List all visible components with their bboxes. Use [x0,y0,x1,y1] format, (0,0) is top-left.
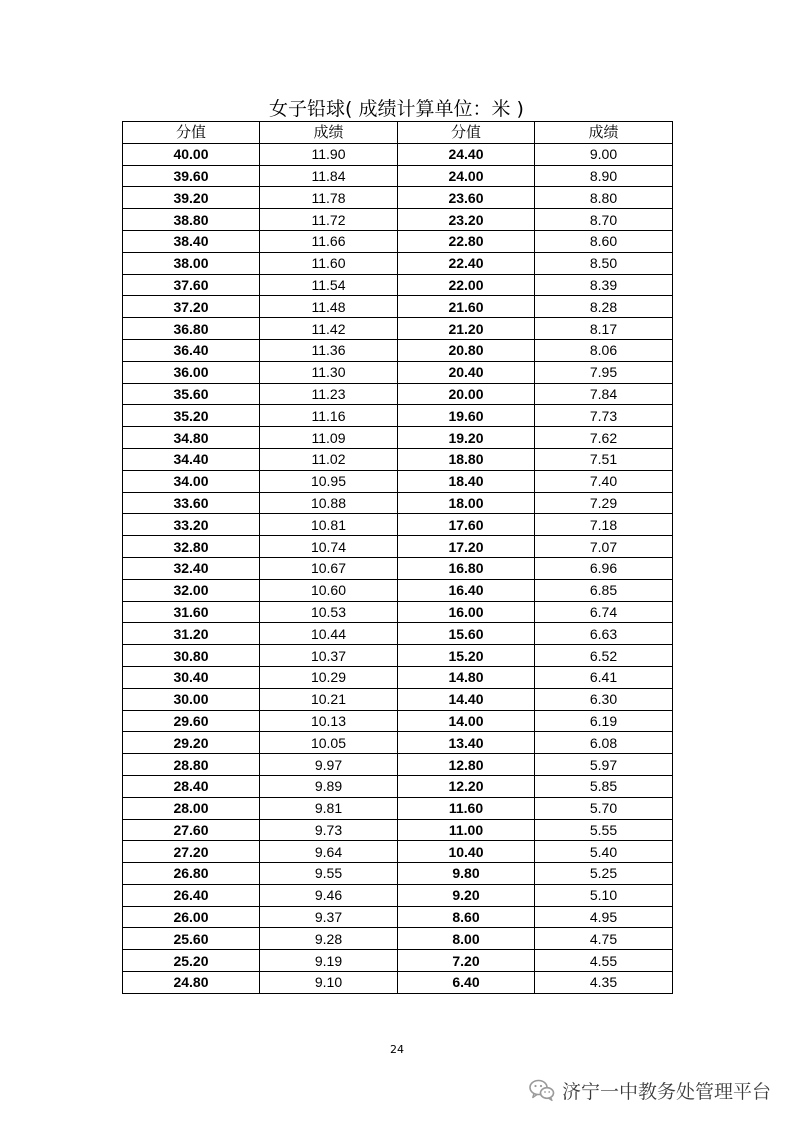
score-cell: 27.60 [123,819,260,841]
table-row [123,863,673,885]
score-cell: 22.00 [398,274,535,296]
table-row [123,536,673,558]
score-cell: 24.80 [123,972,260,994]
score-cell: 27.20 [123,841,260,863]
table-row [123,841,673,863]
score-cell: 20.80 [398,339,535,361]
score-cell: 30.40 [123,666,260,688]
result-cell: 8.28 [535,296,673,318]
table-row [123,383,673,405]
score-cell: 40.00 [123,143,260,165]
result-cell: 10.81 [260,514,398,536]
watermark [528,1075,778,1105]
score-cell: 32.00 [123,579,260,601]
score-cell: 34.40 [123,448,260,470]
score-cell: 7.20 [398,950,535,972]
score-cell: 9.80 [398,863,535,885]
score-table [122,121,673,994]
table-row [123,775,673,797]
score-cell: 12.20 [398,775,535,797]
result-cell: 10.44 [260,623,398,645]
result-cell: 11.90 [260,143,398,165]
result-cell: 6.85 [535,579,673,601]
score-cell: 37.20 [123,296,260,318]
table-row [123,209,673,231]
table-row [123,361,673,383]
score-cell: 24.40 [398,143,535,165]
result-cell: 11.66 [260,230,398,252]
table-row [123,492,673,514]
result-cell: 9.97 [260,754,398,776]
result-cell: 6.63 [535,623,673,645]
score-cell: 36.40 [123,339,260,361]
score-cell: 16.80 [398,557,535,579]
result-cell: 5.85 [535,775,673,797]
result-cell: 9.89 [260,775,398,797]
score-cell: 20.40 [398,361,535,383]
table-row [123,470,673,492]
table-row [123,318,673,340]
result-cell: 11.54 [260,274,398,296]
result-cell: 5.55 [535,819,673,841]
score-cell: 32.80 [123,536,260,558]
score-cell: 19.60 [398,405,535,427]
table-row [123,296,673,318]
result-cell: 10.21 [260,688,398,710]
score-cell: 34.80 [123,427,260,449]
result-cell: 10.05 [260,732,398,754]
result-cell: 8.70 [535,209,673,231]
score-cell: 22.40 [398,252,535,274]
score-cell: 14.00 [398,710,535,732]
result-cell: 4.35 [535,972,673,994]
score-cell: 38.40 [123,230,260,252]
result-cell: 9.64 [260,841,398,863]
result-cell: 8.60 [535,230,673,252]
score-cell: 19.20 [398,427,535,449]
score-cell: 37.60 [123,274,260,296]
score-cell: 31.60 [123,601,260,623]
result-cell: 8.06 [535,339,673,361]
score-cell: 30.00 [123,688,260,710]
result-cell: 6.08 [535,732,673,754]
table-header-row [123,122,673,144]
score-cell: 35.60 [123,383,260,405]
table-row [123,754,673,776]
score-cell: 24.00 [398,165,535,187]
result-cell: 11.36 [260,339,398,361]
score-cell: 29.60 [123,710,260,732]
result-cell: 4.75 [535,928,673,950]
result-cell: 6.74 [535,601,673,623]
table-row [123,950,673,972]
score-cell: 28.00 [123,797,260,819]
document-title: 女子铅球( 成绩计算单位：米 ) [269,98,524,120]
header-score-2: 分值 [398,122,535,144]
score-cell: 12.80 [398,754,535,776]
result-cell: 4.95 [535,906,673,928]
table-row [123,884,673,906]
score-cell: 39.20 [123,187,260,209]
score-cell: 23.60 [398,187,535,209]
score-cell: 32.40 [123,557,260,579]
result-cell: 9.73 [260,819,398,841]
score-cell: 18.00 [398,492,535,514]
score-cell: 11.60 [398,797,535,819]
result-cell: 9.00 [535,143,673,165]
score-cell: 15.60 [398,623,535,645]
score-cell: 39.60 [123,165,260,187]
result-cell: 7.18 [535,514,673,536]
result-cell: 5.10 [535,884,673,906]
score-cell: 18.80 [398,448,535,470]
result-cell: 11.72 [260,209,398,231]
table-row [123,928,673,950]
score-cell: 18.40 [398,470,535,492]
result-cell: 9.37 [260,906,398,928]
table-row [123,688,673,710]
score-cell: 23.20 [398,209,535,231]
score-cell: 20.00 [398,383,535,405]
score-cell: 8.60 [398,906,535,928]
table-row [123,797,673,819]
score-cell: 11.00 [398,819,535,841]
score-cell: 30.80 [123,645,260,667]
table-row [123,666,673,688]
score-cell: 36.80 [123,318,260,340]
result-cell: 4.55 [535,950,673,972]
result-cell: 8.90 [535,165,673,187]
result-cell: 6.41 [535,666,673,688]
score-cell: 17.20 [398,536,535,558]
score-cell: 21.60 [398,296,535,318]
result-cell: 7.62 [535,427,673,449]
result-cell: 11.02 [260,448,398,470]
result-cell: 10.37 [260,645,398,667]
result-cell: 11.16 [260,405,398,427]
score-cell: 26.80 [123,863,260,885]
table-row [123,645,673,667]
score-cell: 28.80 [123,754,260,776]
score-cell: 6.40 [398,972,535,994]
result-cell: 9.55 [260,863,398,885]
result-cell: 11.42 [260,318,398,340]
result-cell: 5.40 [535,841,673,863]
result-cell: 8.39 [535,274,673,296]
score-cell: 38.80 [123,209,260,231]
table-row [123,274,673,296]
result-cell: 5.25 [535,863,673,885]
result-cell: 8.50 [535,252,673,274]
header-result-2: 成绩 [535,122,673,144]
score-cell: 34.00 [123,470,260,492]
score-cell: 33.20 [123,514,260,536]
score-cell: 10.40 [398,841,535,863]
score-cell: 14.40 [398,688,535,710]
result-cell: 10.74 [260,536,398,558]
score-cell: 25.60 [123,928,260,950]
table-row [123,252,673,274]
score-cell: 14.80 [398,666,535,688]
table-body [123,143,673,993]
score-cell: 13.40 [398,732,535,754]
result-cell: 6.96 [535,557,673,579]
result-cell: 11.60 [260,252,398,274]
table-row [123,165,673,187]
table-row [123,427,673,449]
page-number: 24 [390,1043,404,1056]
result-cell: 10.95 [260,470,398,492]
result-cell: 7.84 [535,383,673,405]
wechat-icon [528,1078,556,1102]
result-cell: 6.52 [535,645,673,667]
score-cell: 22.80 [398,230,535,252]
result-cell: 8.17 [535,318,673,340]
result-cell: 9.28 [260,928,398,950]
header-score-1: 分值 [123,122,260,144]
result-cell: 7.51 [535,448,673,470]
score-cell: 31.20 [123,623,260,645]
score-cell: 16.40 [398,579,535,601]
table-row [123,601,673,623]
result-cell: 8.80 [535,187,673,209]
result-cell: 11.78 [260,187,398,209]
score-cell: 36.00 [123,361,260,383]
score-cell: 26.00 [123,906,260,928]
score-cell: 33.60 [123,492,260,514]
table-row [123,230,673,252]
result-cell: 6.19 [535,710,673,732]
result-cell: 9.46 [260,884,398,906]
table-row [123,187,673,209]
result-cell: 9.19 [260,950,398,972]
table-row [123,623,673,645]
score-cell: 25.20 [123,950,260,972]
result-cell: 7.40 [535,470,673,492]
result-cell: 11.30 [260,361,398,383]
result-cell: 7.73 [535,405,673,427]
result-cell: 11.48 [260,296,398,318]
result-cell: 9.10 [260,972,398,994]
table-row [123,710,673,732]
score-cell: 38.00 [123,252,260,274]
score-cell: 8.00 [398,928,535,950]
table-row [123,514,673,536]
result-cell: 10.88 [260,492,398,514]
result-cell: 10.13 [260,710,398,732]
result-cell: 11.23 [260,383,398,405]
table-row [123,819,673,841]
result-cell: 5.97 [535,754,673,776]
result-cell: 10.67 [260,557,398,579]
result-cell: 11.84 [260,165,398,187]
score-cell: 26.40 [123,884,260,906]
header-result-1: 成绩 [260,122,398,144]
result-cell: 10.60 [260,579,398,601]
score-cell: 29.20 [123,732,260,754]
score-cell: 16.00 [398,601,535,623]
score-cell: 28.40 [123,775,260,797]
table-row [123,405,673,427]
result-cell: 5.70 [535,797,673,819]
result-cell: 10.29 [260,666,398,688]
table-row [123,579,673,601]
result-cell: 7.95 [535,361,673,383]
score-cell: 35.20 [123,405,260,427]
result-cell: 9.81 [260,797,398,819]
watermark-text: 济宁一中教务处管理平台 [562,1080,772,1103]
table-row [123,906,673,928]
result-cell: 6.30 [535,688,673,710]
score-cell: 9.20 [398,884,535,906]
score-cell: 17.60 [398,514,535,536]
result-cell: 7.07 [535,536,673,558]
result-cell: 10.53 [260,601,398,623]
result-cell: 7.29 [535,492,673,514]
table-row [123,557,673,579]
table-row [123,448,673,470]
table-row [123,339,673,361]
result-cell: 11.09 [260,427,398,449]
table-row [123,972,673,994]
score-cell: 21.20 [398,318,535,340]
table-row [123,732,673,754]
score-cell: 15.20 [398,645,535,667]
table-row [123,143,673,165]
